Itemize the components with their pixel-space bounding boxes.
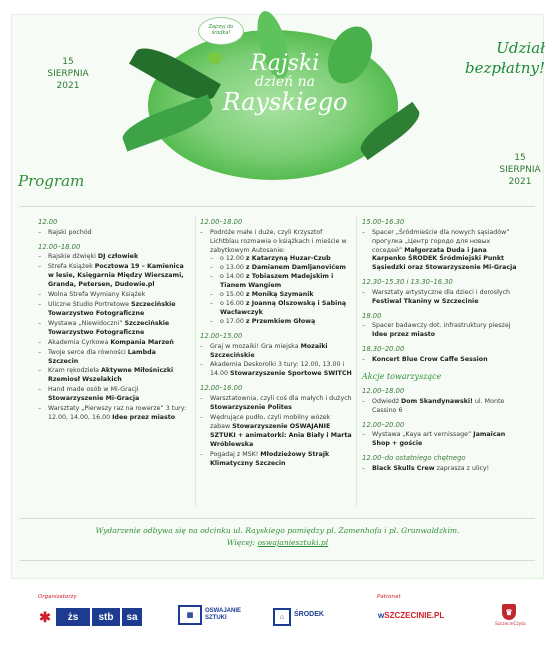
item-organizer: Lambda Szczecin [48, 348, 156, 365]
program-item [362, 431, 522, 449]
logo-srodek: ŚRODEK [294, 611, 324, 618]
dash-bullet-icon: – [38, 300, 42, 308]
dash-bullet-icon: – [38, 319, 42, 327]
dash-bullet-icon: – [38, 386, 42, 394]
date-month: SIERPNIA [499, 165, 541, 176]
dash-bullet-icon: – [38, 228, 42, 236]
dash-bullet-icon: – [210, 273, 214, 281]
program-subitem [200, 291, 352, 300]
program-item [38, 339, 188, 348]
program-item [38, 367, 188, 385]
item-organizer: z Moniką Szymanik [245, 291, 314, 299]
logo-zs: żs [56, 608, 90, 626]
item-text: Rajskie dźwięki [48, 253, 98, 261]
program-item [200, 451, 352, 469]
item-organizer: Stowarzyszenie Sportowe SWITCH [230, 370, 352, 378]
item-text: Rajski pochód [48, 228, 92, 236]
szczecin-crest-icon: ♛ [502, 604, 516, 620]
dash-bullet-icon: – [210, 255, 214, 263]
logo-line-2: dzień na [255, 74, 315, 91]
item-organizer: Black Skulls Crew [372, 464, 435, 472]
program-item [200, 414, 352, 450]
dash-bullet-icon: – [38, 290, 42, 298]
oswajanie-sztuki-icon: ▦ [178, 605, 202, 625]
item-text: Strefa Książek [48, 263, 95, 271]
time-slot: 12.00–18.00 [38, 242, 81, 251]
free-entry-line-1: Udział [496, 39, 545, 57]
program-item [362, 465, 522, 474]
location-note [20, 525, 535, 549]
dash-bullet-icon: – [38, 338, 42, 346]
website-link[interactable]: oswajaniesztuki.pl [257, 538, 329, 548]
dash-bullet-icon: – [362, 356, 366, 363]
organizers-label: Organizatorzy [38, 594, 77, 600]
program-item [362, 356, 522, 365]
column-divider [356, 216, 357, 506]
program-item [362, 229, 522, 274]
time-slot: 12.00–16.00 [200, 384, 243, 393]
item-text: Akademia Deskorolki 3 tury: 12.00, 13.00 i 14.00 [210, 361, 345, 378]
event-date-right [490, 152, 550, 188]
item-text: Wędrujące pudło, czyli mobilny wózek zabaw [210, 413, 331, 430]
item-text: Spacer „Śródmieście dla nowych sąsiadów” прогулка „Центр городо для новых соседей” [372, 228, 510, 254]
date-year: 2021 [56, 81, 80, 92]
dash-bullet-icon: – [362, 464, 366, 472]
free-entry-line-2: bezpłatny! [465, 59, 545, 78]
patron-label: Patronat [377, 594, 401, 600]
dash-bullet-icon: – [38, 405, 42, 413]
program-item [38, 301, 188, 319]
dash-bullet-icon: – [210, 264, 214, 272]
item-organizer: DJ człowiek [97, 253, 139, 261]
logo-stb: stb [92, 608, 120, 626]
item-organizer: z Katarzyną Huzar-Czub [245, 255, 331, 263]
item-text: Uliczne Studio Portretowe [48, 300, 131, 308]
srodek-icon: ⌂ [273, 608, 291, 626]
program-item [38, 263, 188, 290]
osw-line-1: OSWAJANIE [205, 608, 242, 614]
program-item [200, 395, 352, 413]
program-item [38, 386, 188, 404]
szcz-main: SZCZECINIE.PL [384, 611, 445, 620]
item-text: Pogadaj z MSK! [210, 450, 261, 458]
time-slot: 12.00–15.00 [200, 331, 243, 340]
date-day: 15 [514, 153, 526, 163]
logo-oswajanie-sztuki [205, 608, 241, 622]
organizer-mark-icon: ✱ [39, 608, 51, 625]
item-organizer: z Tobiaszem Madejskim i Tianem Wangiem [220, 273, 334, 290]
item-text: Twoje serce dla równości [48, 348, 128, 356]
program-item [362, 289, 522, 307]
dash-bullet-icon: – [362, 322, 366, 330]
item-text: o 12.00 [220, 255, 246, 263]
logo-line-3: Rayskiego [222, 87, 348, 116]
dash-bullet-icon: – [362, 431, 366, 439]
program-item [200, 229, 352, 256]
time-slot: 12.00–20.00 [362, 420, 405, 429]
dash-bullet-icon: – [210, 300, 214, 308]
item-text: Spacer badawczy dot. infrastruktury pieszej [372, 322, 511, 330]
item-organizer: Idee przez miasto [372, 331, 436, 339]
item-text: Wystawa „Niewidoczni” [48, 319, 125, 327]
item-organizer: Szczecińskie Towarzystwo Fotograficzne [48, 319, 170, 336]
item-text: o 13.00 [220, 264, 246, 272]
free-entry-note [425, 38, 545, 79]
location-text: Wydarzenie odbywa się na odcinku ul. Rayskiego pomiędzy pl. Zamenhofa i pl. Grunwaldzkim. [95, 526, 460, 535]
item-text: o 16.00 [220, 300, 246, 308]
program-subitem [200, 318, 352, 327]
item-organizer: Stowarzyszenie Polites [210, 403, 292, 411]
item-text: Wolna Strefa Wymiany Książek [48, 290, 146, 298]
time-slot: 12.00–18.00 [362, 387, 405, 396]
item-organizer: Szczecińskie Towarzystwo Fotograficzne [48, 300, 176, 317]
item-organizer: Pocztowa 19 – Kamienica w lesie, Księgarnia Między Wierszami, Granda, Petersen, Dudowie.pl [48, 263, 184, 289]
program-item [362, 322, 522, 340]
program-subitem [200, 300, 352, 318]
item-organizer: Małgorzata Duda i Jana Karpenko ŚRODEK Śródmiejski Punkt Sąsiedzki oraz Stowarzyszenie Mi-Gracja [372, 246, 517, 272]
item-text: Kram rękodzieła [48, 367, 102, 375]
dash-bullet-icon: – [200, 361, 204, 369]
divider [20, 560, 535, 561]
time-slot: 12.30–15.30 i 13.30–16.30 [362, 278, 453, 287]
item-organizer: Koncert Blue Crow Caffe Session [372, 356, 488, 363]
time-slot: 18.00 [362, 311, 382, 320]
item-text: Warsztaty „Pierwszy raz na rowerze” 3 tury: 12.00, 14.00, 16.00 [48, 405, 187, 422]
time-slot: 12.00–do ostatniego chętnego [362, 454, 466, 463]
speech-bubble: Zajrzyj do środka! [198, 17, 244, 45]
event-logo [210, 52, 360, 115]
item-organizer: Jamaican Shop + goście [372, 431, 506, 448]
program-item [362, 398, 522, 416]
program-item [200, 361, 352, 379]
item-organizer: Idee przez miasto [112, 414, 176, 422]
item-text: Warsztaty artystyczne dla dzieci i dorosłych [372, 288, 511, 296]
item-organizer: z Przemkiem Głową [245, 318, 316, 326]
program-column-3 [362, 218, 522, 474]
item-extra: zaprasza z ulicy! [434, 464, 490, 472]
program-subitem [200, 273, 352, 291]
date-month: SIERPNIA [47, 69, 89, 80]
item-extra: ul. Monte Cassino 6 [372, 397, 505, 414]
date-day: 15 [62, 57, 74, 67]
divider [20, 518, 535, 519]
dash-bullet-icon: – [200, 450, 204, 458]
item-organizer: Młodzieżowy Strajk Klimatyczny Szczecin [210, 450, 330, 467]
event-date-left [38, 56, 98, 92]
logo-line-1: Rajski [250, 51, 320, 76]
program-heading: Program [18, 172, 85, 190]
item-organizer: Stowarzyszenie OSWAJANIE SZTUKI + animatorki: Ania Biały i Marta Wróblewska [210, 422, 352, 448]
date-year: 2021 [508, 177, 532, 188]
section-heading: Akcje towarzyszące [362, 371, 442, 381]
item-text: Akademia Cyrkowa [48, 338, 111, 346]
dash-bullet-icon: – [38, 253, 42, 261]
item-organizer: z Damianem Damljanovićem [245, 264, 346, 272]
more-info-label: Więcej: [226, 538, 258, 548]
item-text: o 15.00 [220, 291, 246, 299]
program-column-1 [38, 218, 188, 423]
dash-bullet-icon: – [362, 228, 366, 236]
item-organizer: Kompania Marzeń [110, 338, 174, 346]
program-item [38, 405, 188, 423]
item-organizer: Mozaiki Szczecińskie [210, 342, 328, 359]
dash-bullet-icon: – [200, 413, 204, 421]
dash-bullet-icon: – [38, 263, 42, 271]
program-subitem [200, 264, 352, 273]
column-divider [195, 216, 196, 506]
more-info-line [20, 537, 535, 549]
dash-bullet-icon: – [38, 367, 42, 375]
program-item [200, 343, 352, 361]
item-text: Graj w mozaiki! Gra miejska [210, 342, 301, 350]
program-item [38, 229, 188, 238]
time-slot: 18.30–20.00 [362, 345, 405, 354]
logo-sa: sa [122, 608, 142, 626]
item-text: o 14.00 [220, 273, 246, 281]
dash-bullet-icon: – [200, 342, 204, 350]
item-organizer: Festiwal Tkaniny w Szczecinie [372, 297, 479, 305]
dash-bullet-icon: – [38, 348, 42, 356]
dash-bullet-icon: – [210, 291, 214, 299]
time-slot: 15.00–16.30 [362, 218, 405, 226]
item-text: Wystawa „Kaya art vernissage” [372, 431, 474, 439]
crest-caption: SzczecinCzyta [495, 622, 526, 627]
szcz-prefix: w [378, 611, 385, 620]
osw-line-2: SZTUKI [205, 615, 227, 622]
dash-bullet-icon: – [210, 318, 214, 326]
program-item [38, 349, 188, 367]
item-text: Podróże małe i duże, czyli Krzysztof Lichtblau rozmawia o książkach i mieście w zabytkowym Autosanie: [210, 228, 347, 254]
program-item [38, 320, 188, 338]
divider [20, 206, 535, 207]
item-organizer: z Joanną Olszowską i Sabiną Wacławczyk [220, 300, 347, 317]
time-slot: 12.00–18.00 [200, 218, 243, 226]
item-text: o 17.00 [220, 318, 246, 326]
program-column-2 [200, 218, 352, 468]
item-organizer: Aktywne Miłośniczki Rzemiosł Wszelakich [48, 367, 174, 384]
dash-bullet-icon: – [200, 394, 204, 402]
item-text: Hand made osób w Mi-Gracji [48, 386, 139, 394]
program-item [38, 253, 188, 262]
item-organizer: Stowarzyszenie Mi-Gracja [48, 395, 140, 403]
dash-bullet-icon: – [362, 397, 366, 405]
item-text: Warsztatownia, czyli coś dla małych i dużych [210, 394, 352, 402]
item-organizer: Dom Skandynawski! [401, 397, 473, 405]
logo-wszczecinie [378, 611, 444, 620]
item-text: Odwiedź [372, 397, 402, 405]
dash-bullet-icon: – [362, 288, 366, 296]
dash-bullet-icon: – [200, 228, 204, 236]
time-slot: 12.00 [38, 218, 58, 226]
program-item [38, 291, 188, 300]
